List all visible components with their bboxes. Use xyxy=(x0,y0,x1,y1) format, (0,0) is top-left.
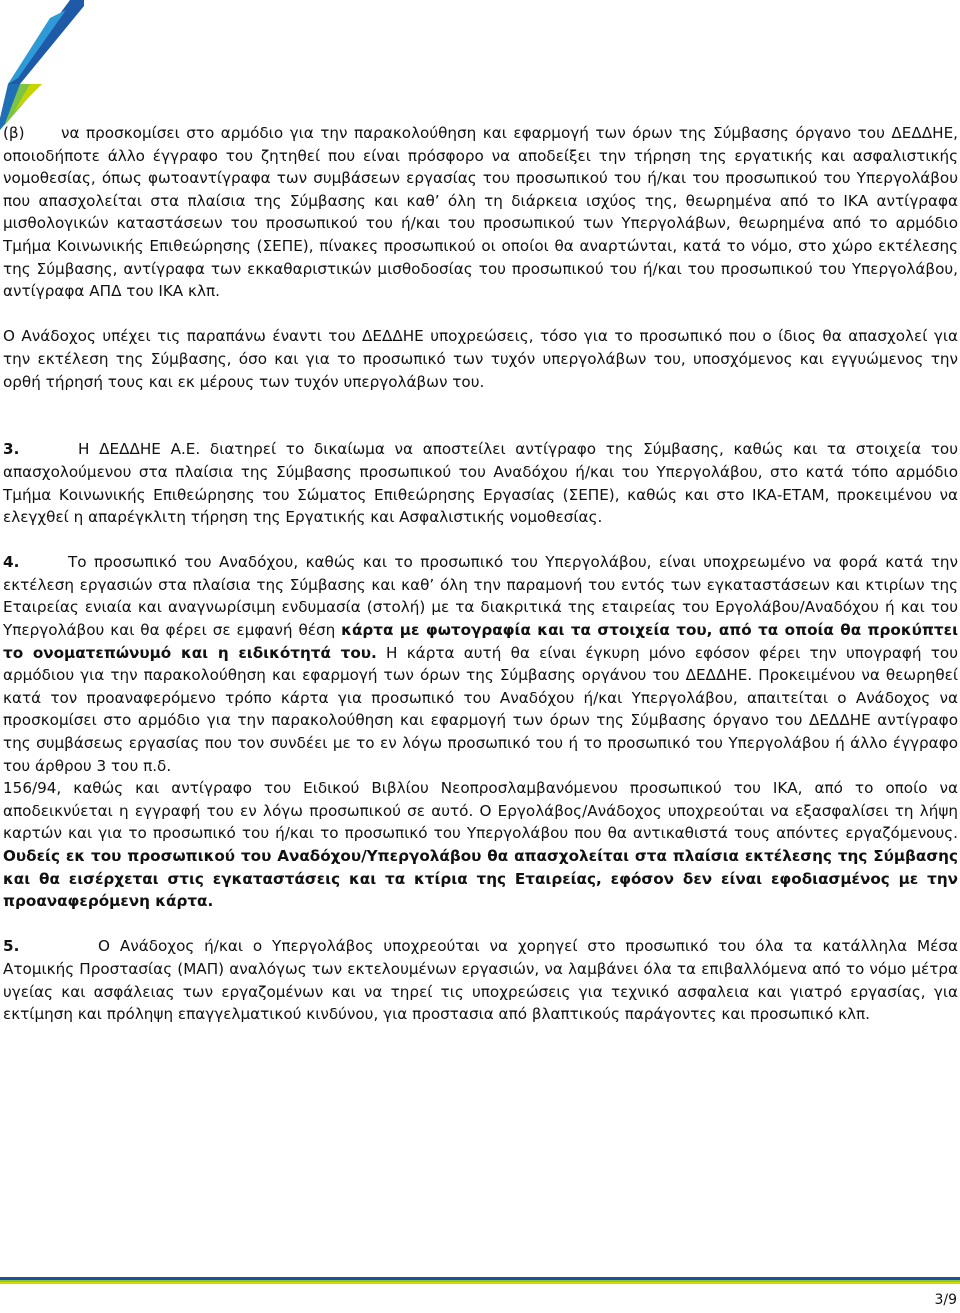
item-5-text: Ο Ανάδοχος ή/και ο Υπεργολάβος υποχρεούται να χορηγεί στο προσωπικό του όλα τα κατάλληλα Μέσα Ατομικής Προστασίας (ΜΑΠ) αναλόγως των εκτελουμένων εργασιών, να λαμβάνει όλα τα επιβαλλόμενα από το νόμο μέτρα υγείας και ασφάλειας των εργαζομένων και να τηρεί τις υποχρεώσεις για τεχνικό ασφαλεια και γιατρό εργασίας, για εκτίμηση και πρόληψη επαγγελματικού κινδύνου, για προστασια από βλαπτικούς παράγοντες και προσωπικό κλπ. xyxy=(3,937,958,1024)
paragraph-b-label: (β) xyxy=(3,124,25,142)
item-5 xyxy=(3,935,958,1025)
item-3-number: 3. xyxy=(3,440,20,459)
item-3-text: Η ΔΕΔΔΗΕ Α.Ε. διατηρεί το δικαίωμα να αποστείλει αντίγραφο της Σύμβασης, καθώς και τα στοιχεία του απασχολούμενου στα πλαίσια της Σύμβασης προσωπικού του Αναδόχου ή/και του Υπεργολάβου, στο κατά τόπο αρμόδιο Τμήμα Κοινωνικής Επιθεώρησης του Σώματος Επιθεώρησης Εργασίας (ΣΕΠΕ), καθώς και στο ΙΚΑ-ΕΤΑΜ, προκειμένου να ελεγχθεί η απαρέγκλιτη τήρηση της Εργατικής και Ασφαλιστικής νομοθεσίας. xyxy=(3,440,958,527)
item-4-continued xyxy=(3,777,958,913)
item-4-text-a: Το προσωπικό του Αναδόχου, καθώς και το προσωπικό του Υπεργολάβου, είναι υποχρεωμένο να φορά κατά την εκτέλεση εργασιών στα πλαίσια της Σύμβασης και καθ’ όλη την παραμονή του εντός των εγκαταστάσεων και κτιρίων της Εταιρείας ενιαία και αναγνωρίσιμη ενδυμασία (στολή) με τα διακριτικά της εταιρείας του Εργολάβου/Αναδόχου ή και του Υπεργολάβου και θα φέρει σε εμφανή θέση xyxy=(3,553,958,640)
item-4-number: 4. xyxy=(3,553,20,572)
item-4 xyxy=(3,551,958,777)
item-5-number: 5. xyxy=(3,937,20,956)
footer-color-line xyxy=(0,1277,960,1285)
footer-line-blue xyxy=(0,1277,960,1280)
lightning-bolt-logo xyxy=(0,0,84,130)
item-4-bold-notice: Ουδείς εκ του προσωπικού του Αναδόχου/Υπεργολάβου θα απασχολείται στα πλαίσια εκτέλεσης της Σύμβασης και θα εισέρχεται στις εγκαταστάσεις και τα κτίρια της Εταιρείας, εφόσον δεν είναι εφοδιασμένος με την προαναφερόμενη κάρτα. xyxy=(3,847,958,911)
document-body xyxy=(3,122,958,1026)
paragraph-b xyxy=(3,122,958,303)
item-4-bold-card: κάρτα με φωτογραφία και τα στοιχεία του, από τα οποία θα προκύπτει το ονοματεπώνυμό και η ειδικότητά του. xyxy=(3,621,958,662)
paragraph-b-text: να προσκομίσει στο αρμόδιο για την παρακολούθηση και εφαρμογή των όρων της Σύμβασης όργανο του ΔΕΔΔΗΕ, οποιοδήποτε άλλο έγγραφο του ζητηθεί που είναι πρόσφορο να αποδείξει την τήρηση της εργατικής και ασφαλιστικής νομοθεσίας, όπως φωτοαντίγραφα των συμβάσεων εργασίας του προσωπικού του ή/και του προσωπικού του Υπεργολάβου που απασχολείται στα πλαίσια της Σύμβασης και καθ’ όλη τη διάρκεια ισχύος της, θεωρημένα από το ΙΚΑ αντίγραφα μισθολογικών καταστάσεων του προσωπικού του ή/και του προσωπικού των Υπεργολάβων, θεωρημένα από το αρμόδιο Τμήμα Κοινωνικής Επιθεώρησης (ΣΕΠΕ), πίνακες προσωπικού οι οποίοι θα αναρτώνται, κατά το νόμο, στο χώρο εκτέλεσης της Σύμβασης, αντίγραφα των εκκαθαριστικών μισθοδοσίας του προσωπικού του ή/και του προσωπικού του Υπεργολάβου, αντίγραφα ΑΠΔ του ΙΚΑ κλπ. xyxy=(3,124,958,301)
paragraph-obligations: Ο Ανάδοχος υπέχει τις παραπάνω έναντι του ΔΕΔΔΗΕ υποχρεώσεις, τόσο για το προσωπικό που ο ίδιος θα απασχολεί για την εκτέλεση της Σύμβασης, όσο και για το προσωπικό των τυχόν υπεργολάβων του, υποσχόμενος και εγγυώμενος την ορθή τήρησή τους και εκ μέρους των τυχόν υπεργολάβων του. xyxy=(3,327,958,391)
logo-bolt-mid xyxy=(8,10,66,84)
item-4-text-c: 156/94, καθώς και αντίγραφο του Ειδικού Βιβλίου Νεοπροσλαμβανόμενου προσωπικού του ΙΚΑ, από το οποίο να αποδεικνύεται η εγγραφή του εν λόγω προσωπικού σε αυτό. Ο Εργολάβος/Ανάδοχος υποχρεούται να εξασφαλίσει τη λήψη καρτών και για το προσωπικό του ή/και το προσωπικό του Υπεργολάβου που θα αντικαθιστά τους απόντες εργαζόμενους. xyxy=(3,779,958,843)
footer-line-green xyxy=(0,1280,960,1282)
item-3 xyxy=(3,438,958,528)
page-number: 3/9 xyxy=(934,1292,957,1308)
item-4-text-b: Η κάρτα αυτή θα είναι έγκυρη μόνο εφόσον φέρει την υπογραφή του αρμόδιου για την παρακολούθηση και εφαρμογή των όρων της Σύμβασης οργάνου του ΔΕΔΔΗΕ. Προκειμένου να θεωρηθεί κατά τον προαναφερόμενο τρόπο κάρτα για προσωπικό του Αναδόχου ή/και Υπεργολάβου, απαιτείται ο Ανάδοχος να προσκομίσει στο αρμόδιο για την παρακολούθηση και εφαρμογή των όρων της Σύμβασης όργανο του ΔΕΔΔΗΕ αντίγραφο της συμβάσεως εργασίας που τον συνδέει με το εν λόγω προσωπικό του ή το προσωπικό του Υπεργολάβου ή άλλο έγγραφο του άρθρου 3 του π.δ. xyxy=(3,643,958,775)
footer-line-yellow xyxy=(0,1282,960,1284)
